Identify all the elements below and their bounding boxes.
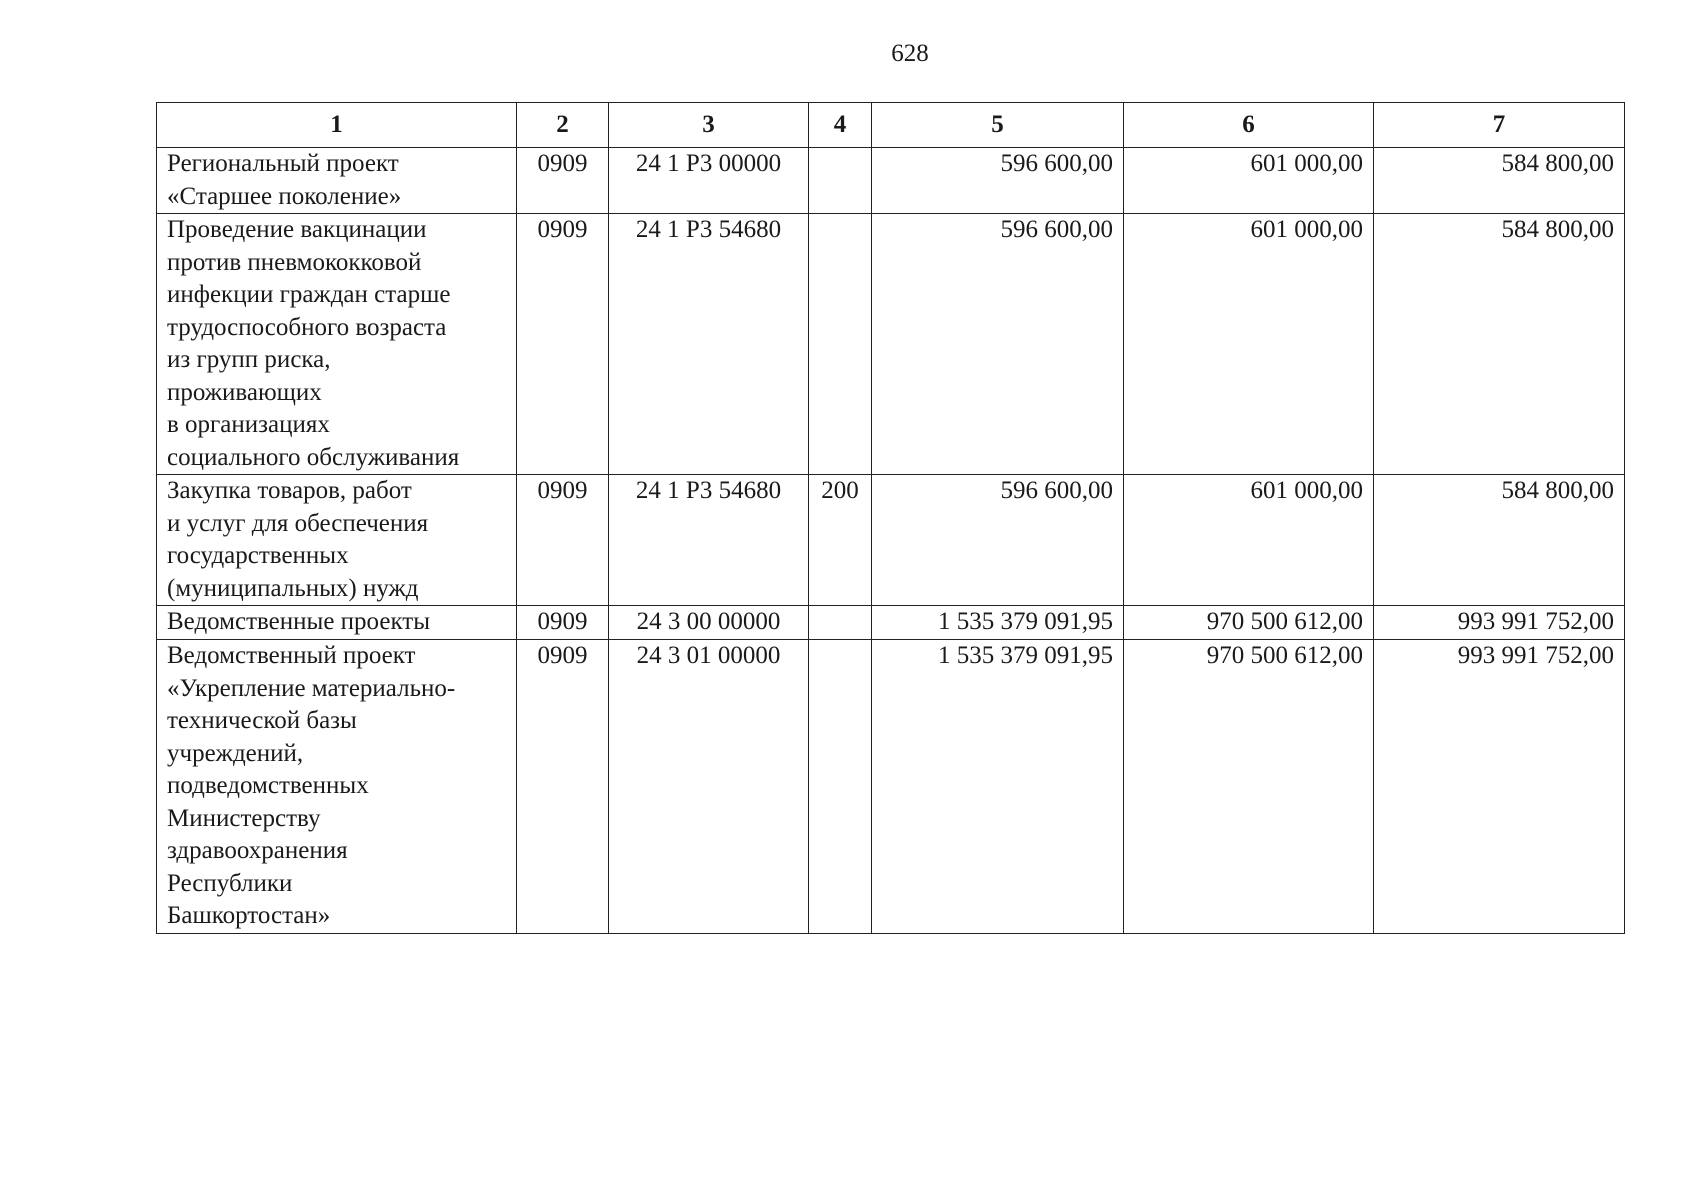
row-value-7: 584 800,00	[1374, 475, 1625, 606]
row-value-7: 584 800,00	[1374, 148, 1625, 214]
row-section: 0909	[517, 640, 609, 934]
row-section: 0909	[517, 606, 609, 640]
row-section: 0909	[517, 475, 609, 606]
table-row	[157, 214, 1625, 475]
row-value-5: 1 535 379 091,95	[872, 606, 1124, 640]
row-value-5: 596 600,00	[872, 475, 1124, 606]
row-code: 24 3 01 00000	[609, 640, 809, 934]
row-value-7: 993 991 752,00	[1374, 606, 1625, 640]
row-name: Ведомственные проекты	[157, 606, 517, 640]
table-row	[157, 148, 1625, 214]
column-header-4: 4	[809, 103, 872, 148]
column-header-6: 6	[1124, 103, 1374, 148]
row-section: 0909	[517, 148, 609, 214]
row-value-5: 596 600,00	[872, 214, 1124, 475]
row-name: Проведение вакцинации против пневмококковой инфекции граждан старше трудоспособного возраста из групп риска, проживающих в организациях социального обслуживания	[157, 214, 517, 475]
row-code: 24 1 Р3 54680	[609, 214, 809, 475]
column-header-5: 5	[872, 103, 1124, 148]
row-name: Ведомственный проект «Укрепление материально- технической базы учреждений, подведомственных Министерству здравоохранения Республики Башкортостан»	[157, 640, 517, 934]
row-type	[809, 148, 872, 214]
row-value-6: 970 500 612,00	[1124, 606, 1374, 640]
row-type	[809, 606, 872, 640]
row-name: Закупка товаров, работ и услуг для обеспечения государственных (муниципальных) нужд	[157, 475, 517, 606]
column-header-3: 3	[609, 103, 809, 148]
row-section: 0909	[517, 214, 609, 475]
table-row	[157, 606, 1625, 640]
row-code: 24 1 Р3 00000	[609, 148, 809, 214]
row-value-6: 970 500 612,00	[1124, 640, 1374, 934]
row-code: 24 1 Р3 54680	[609, 475, 809, 606]
row-value-7: 584 800,00	[1374, 214, 1625, 475]
table-row	[157, 640, 1625, 934]
header-row	[157, 103, 1625, 148]
budget-table	[156, 102, 1625, 934]
row-value-5: 1 535 379 091,95	[872, 640, 1124, 934]
row-type	[809, 640, 872, 934]
row-name: Региональный проект «Старшее поколение»	[157, 148, 517, 214]
page-number: 628	[891, 40, 929, 67]
column-header-7: 7	[1374, 103, 1625, 148]
row-value-6: 601 000,00	[1124, 214, 1374, 475]
row-type	[809, 214, 872, 475]
row-value-7: 993 991 752,00	[1374, 640, 1625, 934]
row-code: 24 3 00 00000	[609, 606, 809, 640]
row-value-5: 596 600,00	[872, 148, 1124, 214]
column-header-2: 2	[517, 103, 609, 148]
row-value-6: 601 000,00	[1124, 475, 1374, 606]
row-value-6: 601 000,00	[1124, 148, 1374, 214]
table-row	[157, 475, 1625, 606]
column-header-1: 1	[157, 103, 517, 148]
row-type: 200	[809, 475, 872, 606]
